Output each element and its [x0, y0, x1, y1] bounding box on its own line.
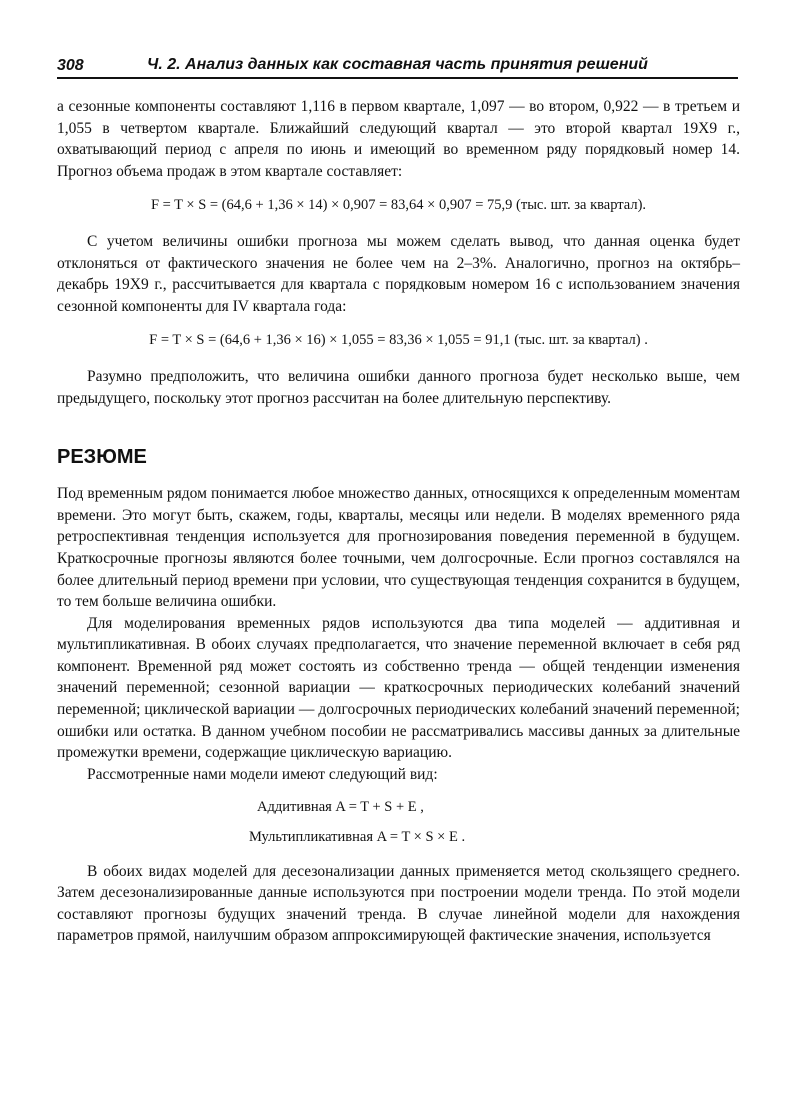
paragraph-seasonal-components: а сезонные компоненты составляют 1,116 в первом квартале, 1,097 — во втором, 0,922 — в третьем и 1,055 в четвертом квартале. Ближайший следующий квартал — это второй квартал 19Х9 г., охватывающий период с апреля по июнь и имеющий во временном ряду порядковый номер 14. Прогноз объема продаж в этом квартале составляет: — [57, 98, 740, 180]
formula-multiplicative-model: Мультипликативная A = T × S × E . — [249, 829, 466, 846]
summary-paragraph-time-series: Под временным рядом понимается любое множество данных, относящихся к определенным моментам времени. Это могут быть, скажем, годы, кварталы, месяцы или недели. В моделях временного ряда ретроспективная тенденция используется для прогнозирования поведения переменной в будущем. Краткосрочные прогнозы являются более точными, чем долгосрочные. Если прогноз составлялся на более длительный период времени при условии, что существующая тенденция сохранится в будущем, то тем больше величина ошибки. — [57, 485, 740, 611]
forecast-formula-q2: F = T × S = (64,6 + 1,36 × 14) × 0,907 = 83,64 × 0,907 = 75,9 (тыс. шт. за квартал). — [150, 197, 647, 214]
forecast-formula-q4: F = T × S = (64,6 + 1,36 × 16) × 1,055 = 83,36 × 1,055 = 91,1 (тыс. шт. за квартал) . — [149, 332, 648, 349]
running-title: Ч. 2. Анализ данных как составная часть принятия решений — [147, 56, 648, 73]
page-number: 308 — [57, 57, 84, 74]
paragraph-longer-perspective: Разумно предположить, что величина ошибки данного прогноза будет несколько выше, чем предыдущего, поскольку этот прогноз рассчитан на более длительную перспективу. — [57, 367, 740, 407]
section-heading-summary: РЕЗЮМЕ — [57, 446, 147, 469]
summary-paragraph-model-types: Для моделирования временных рядов используются два типа моделей — аддитивная и мультипликативная. В обоих случаях предполагается, что значение переменной включает в себя ряд компонент. Временной ряд может состоять из собственно тренда — общей тенденции изменения значений переменной; сезонной вариации — краткосрочных периодических колебаний значений переменной; циклической вариации — долгосрочных периодических колебаний значений переменной; ошибки или остатка. В данном учебном пособии не рассматривались массивы данных за длительные промежутки времени, содержащие циклическую вариацию. — [57, 614, 740, 762]
summary-paragraph-deseasonalization: В обоих видах моделей для десезонализации данных применяется метод скользящего среднего. Затем десезонализированные данные используются при построении модели тренда. По этой модели составляют прогнозы будущих значений тренда. В случае линейной модели для нахождения параметров прямой, наилучшим образом аппроксимирующей фактические значения, используется — [57, 862, 740, 945]
formula-additive-model: Аддитивная A = T + S + E , — [257, 799, 424, 816]
page-body — [57, 96, 740, 947]
summary-paragraph-models-intro: Рассмотренные нами модели имеют следующий вид: — [87, 765, 438, 783]
paragraph-error-estimate: С учетом величины ошибки прогноза мы можем сделать вывод, что данная оценка будет отклоняться от фактического значения не более чем на 2–3%. Аналогично, прогноз на октябрь–декабрь 19Х9 г., рассчитывается для квартала с порядковым номером 16 с использованием значения сезонной компоненты для IV квартала года: — [57, 232, 740, 315]
running-header — [57, 55, 738, 79]
